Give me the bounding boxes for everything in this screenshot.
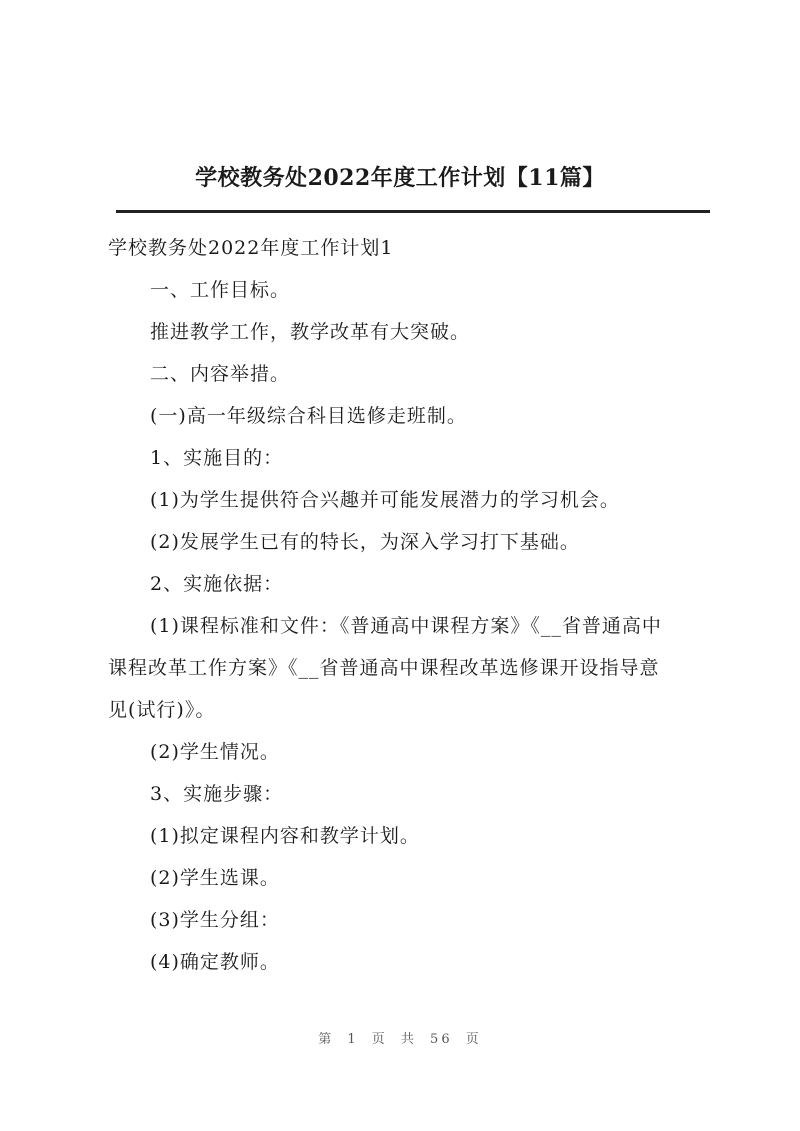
section-heading: 学校教务处2022年度工作计划1 [108,237,394,259]
page-number-footer: 第 1 页 共 56 页 [318,1032,482,1047]
paragraph-line: (2)学生选课。 [150,867,280,889]
paragraph-line: 3、实施步骤： [150,783,284,805]
paragraph-line: 1、实施目的： [150,447,284,469]
paragraph-line: (1)课程标准和文件：《普通高中课程方案》《__省普通高中 [150,615,662,637]
paragraph-line: (一)高一年级综合科目选修走班制。 [150,405,467,427]
paragraph-line: 课程改革工作方案》《__省普通高中课程改革选修课开设指导意 [108,657,660,679]
paragraph-line: 见(试行)》。 [108,699,216,721]
document-title: 学校教务处2022年度工作计划【11篇】 [195,165,605,191]
paragraph-line: (2)学生情况。 [150,741,280,763]
paragraph-line: (1)拟定课程内容和教学计划。 [150,825,420,847]
paragraph-line: 推进教学工作，教学改革有大突破。 [150,321,471,343]
document-body [108,227,708,983]
paragraph-line: (2)发展学生已有的特长，为深入学习打下基础。 [150,531,580,553]
paragraph-line: (1)为学生提供符合兴趣并可能发展潜力的学习机会。 [150,489,620,511]
title-underline [116,210,710,213]
paragraph-line: (3)学生分组： [150,909,280,931]
paragraph-line: 一、工作目标。 [150,279,291,301]
paragraph-line: (4)确定教师。 [150,951,280,973]
paragraph-line: 2、实施依据： [150,573,284,595]
paragraph-line: 二、内容举措。 [150,363,291,385]
